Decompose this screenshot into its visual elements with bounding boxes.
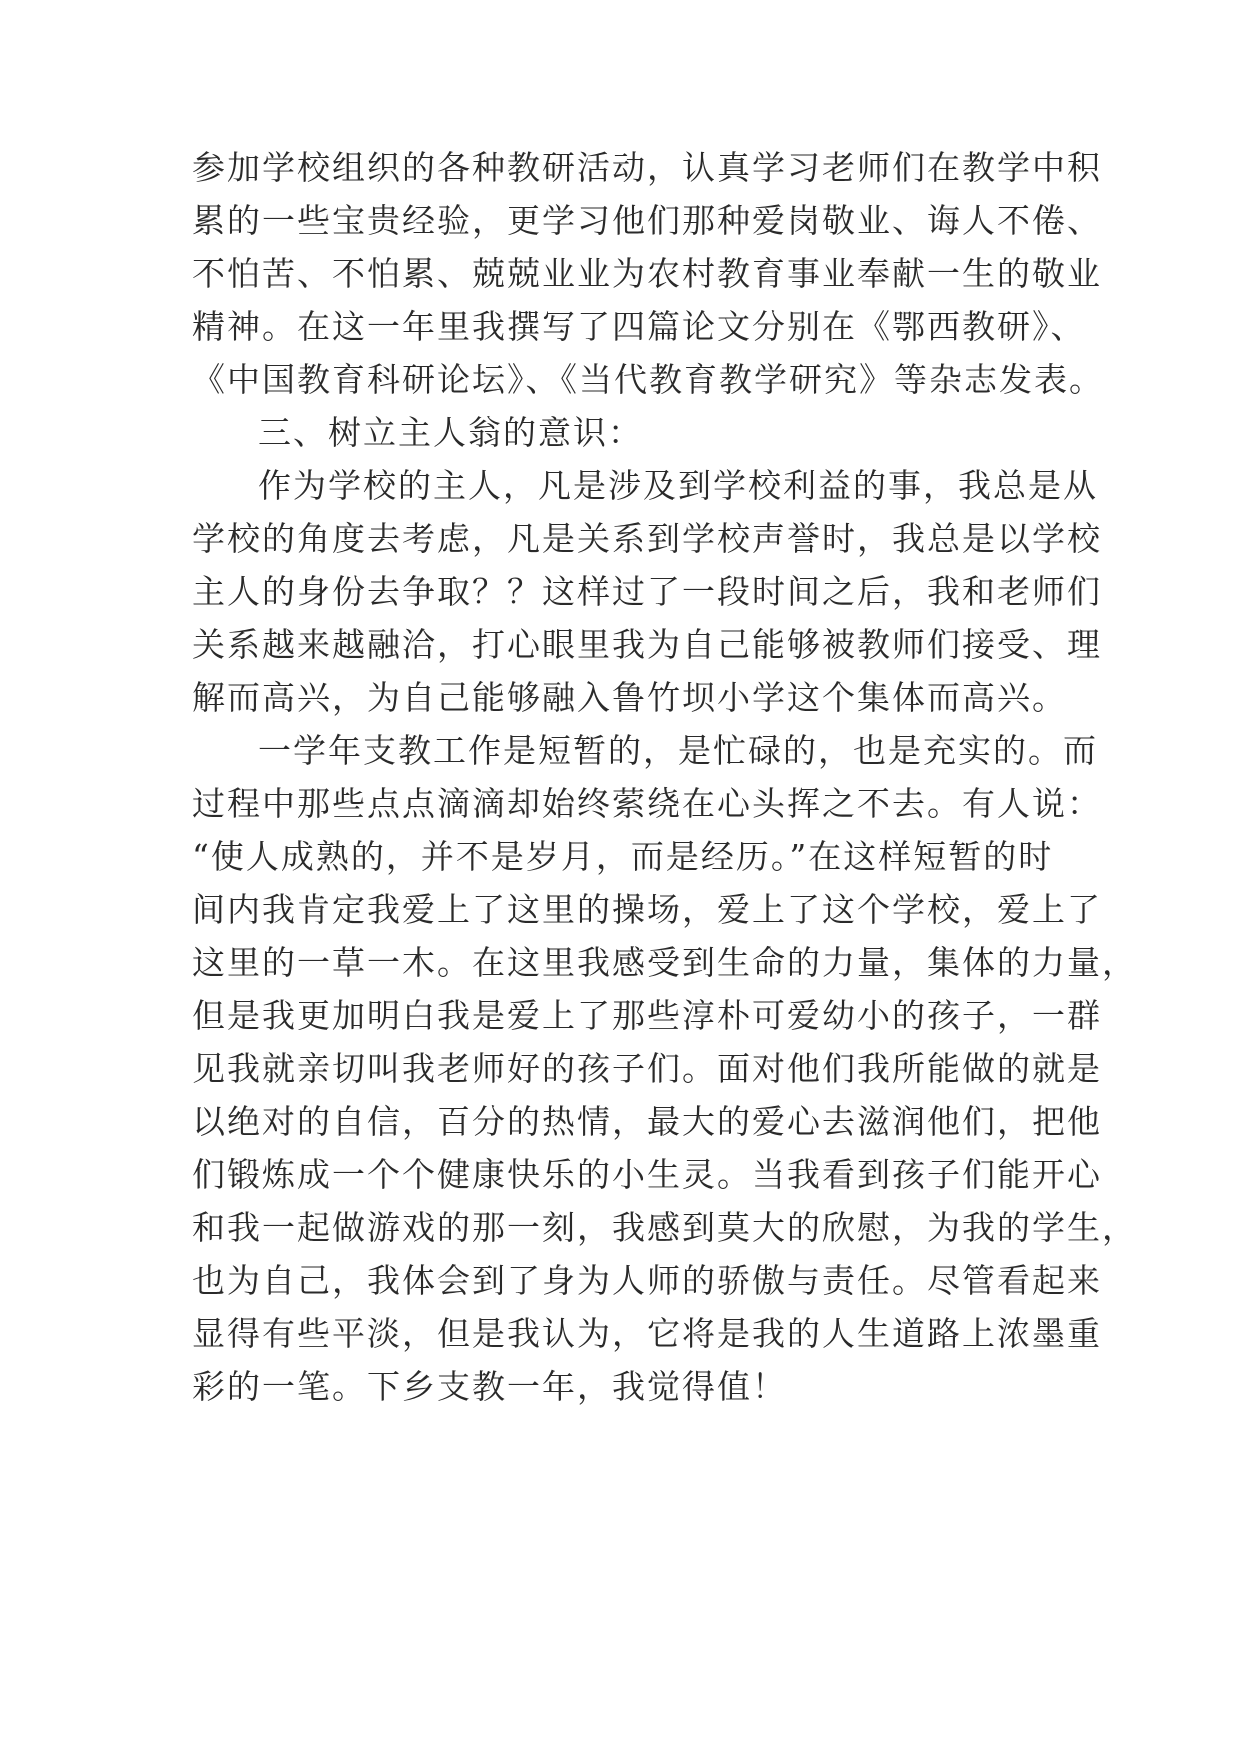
text-line: 也为自己，我体会到了身为人师的骄傲与责任。尽管看起来 (192, 1261, 1102, 1300)
paragraph-first-line: 一学年支教工作是短暂的，是忙碌的，也是充实的。而 (258, 731, 1098, 770)
text-line: 参加学校组织的各种教研活动，认真学习老师们在教学中积 (192, 148, 1102, 187)
text-line: 不怕苦、不怕累、兢兢业业为农村教育事业奉献一生的敬业 (192, 254, 1102, 293)
text-line: 《中国教育科研论坛》、《当代教育教学研究》等杂志发表。 (192, 360, 1104, 399)
text-line: 学校的角度去考虑，凡是关系到学校声誉时，我总是以学校 (192, 519, 1102, 558)
text-line: 彩的一笔。下乡支教一年，我觉得值！ (192, 1367, 787, 1406)
text-line: 间内我肯定我爱上了这里的操场，爱上了这个学校，爱上了 (192, 890, 1102, 929)
text-line: 们锻炼成一个个健康快乐的小生灵。当我看到孩子们能开心 (192, 1155, 1102, 1194)
text-line: 但是我更加明白我是爱上了那些淳朴可爱幼小的孩子，一群 (192, 996, 1102, 1035)
text-line: 关系越来越融洽，打心眼里我为自己能够被教师们接受、理 (192, 625, 1102, 664)
text-line: 累的一些宝贵经验，更学习他们那种爱岗敬业、诲人不倦、 (192, 201, 1102, 240)
text-line: “使人成熟的，并不是岁月，而是经历。”在这样短暂的时 (192, 837, 1054, 876)
text-line: 和我一起做游戏的那一刻，我感到莫大的欣慰，为我的学生， (192, 1208, 1137, 1247)
text-line: 主人的身份去争取？？这样过了一段时间之后，我和老师们 (192, 572, 1102, 611)
section-heading: 三、树立主人翁的意识： (258, 413, 643, 452)
text-line: 这里的一草一木。在这里我感受到生命的力量，集体的力量， (192, 943, 1137, 982)
text-line: 精神。在这一年里我撰写了四篇论文分别在《鄂西教研》、 (192, 307, 1086, 346)
text-line: 见我就亲切叫我老师好的孩子们。面对他们我所能做的就是 (192, 1049, 1102, 1088)
text-line: 显得有些平淡，但是我认为，它将是我的人生道路上浓墨重 (192, 1314, 1102, 1353)
text-line: 过程中那些点点滴滴却始终萦绕在心头挥之不去。有人说： (192, 784, 1102, 823)
text-line: 解而高兴，为自己能够融入鲁竹坝小学这个集体而高兴。 (192, 678, 1067, 717)
paragraph-first-line: 作为学校的主人，凡是涉及到学校利益的事，我总是从 (258, 466, 1098, 505)
text-line: 以绝对的自信，百分的热情，最大的爱心去滋润他们，把他 (192, 1102, 1102, 1141)
